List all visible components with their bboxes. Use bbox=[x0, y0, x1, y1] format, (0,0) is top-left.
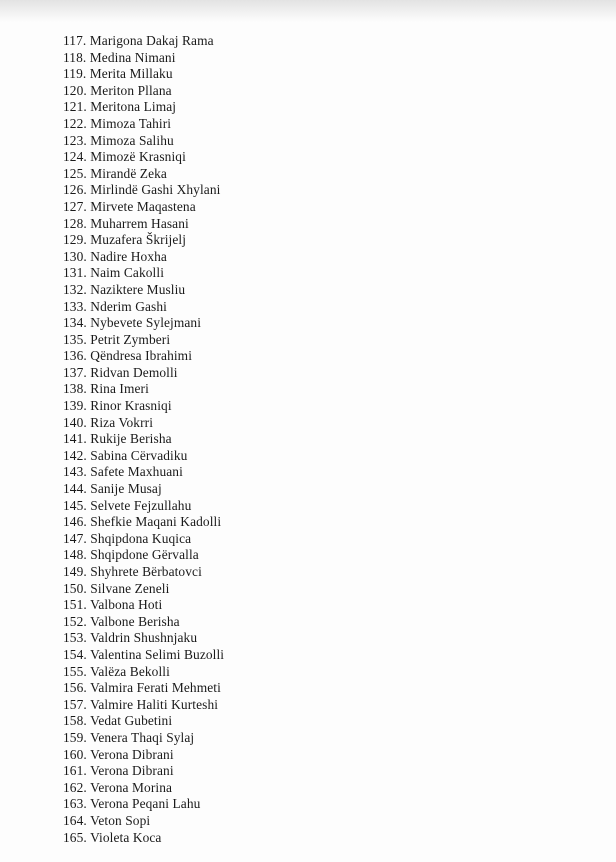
entry-name: Valbone Berisha bbox=[90, 613, 180, 629]
list-item bbox=[63, 531, 224, 548]
entry-number: 146. bbox=[63, 514, 87, 530]
entry-name: Safete Maxhuani bbox=[90, 464, 183, 480]
entry-name: Mirlindë Gashi Xhylani bbox=[90, 182, 221, 198]
list-item bbox=[63, 332, 224, 349]
entry-number: 136. bbox=[63, 348, 87, 364]
entry-number: 157. bbox=[63, 696, 87, 712]
list-item bbox=[63, 249, 224, 266]
entry-name: Naziktere Musliu bbox=[90, 281, 186, 297]
entry-number: 161. bbox=[63, 763, 87, 779]
list-item bbox=[63, 83, 224, 100]
entry-name: Muzafera Škrijelj bbox=[90, 232, 187, 248]
entry-name: Valdrin Shushnjaku bbox=[90, 630, 198, 646]
list-item bbox=[63, 564, 224, 581]
entry-name: Veton Sopi bbox=[90, 812, 151, 828]
entry-name: Qëndresa Ibrahimi bbox=[90, 348, 193, 364]
entry-number: 129. bbox=[63, 232, 87, 248]
entry-number: 164. bbox=[63, 812, 87, 828]
entry-name: Rukije Berisha bbox=[90, 431, 172, 447]
list-item bbox=[63, 498, 224, 515]
entry-name: Valmire Haliti Kurteshi bbox=[90, 696, 219, 712]
entry-number: 117. bbox=[63, 33, 87, 48]
entry-number: 148. bbox=[63, 547, 87, 563]
entry-name: Silvane Zeneli bbox=[90, 580, 170, 596]
list-item bbox=[63, 680, 224, 697]
entry-number: 144. bbox=[63, 481, 87, 497]
entry-number: 158. bbox=[63, 713, 87, 729]
entry-number: 123. bbox=[63, 132, 87, 148]
entry-name: Medina Nimani bbox=[89, 49, 176, 65]
list-item bbox=[63, 730, 224, 747]
entry-number: 120. bbox=[63, 82, 87, 98]
list-item bbox=[63, 813, 224, 830]
entry-name: Petrit Zymberi bbox=[90, 331, 171, 347]
entry-number: 145. bbox=[63, 497, 87, 513]
list-item bbox=[63, 315, 224, 332]
entry-name: Valëza Bekolli bbox=[90, 663, 170, 679]
entry-number: 147. bbox=[63, 530, 87, 546]
entry-number: 163. bbox=[63, 796, 87, 812]
entry-number: 156. bbox=[63, 680, 87, 696]
entry-name: Valmira Ferati Mehmeti bbox=[90, 680, 221, 696]
entry-name: Mirandë Zeka bbox=[90, 165, 167, 181]
list-item bbox=[63, 149, 224, 166]
entry-number: 135. bbox=[63, 331, 87, 347]
entry-name: Nybevete Sylejmani bbox=[90, 315, 202, 331]
list-item bbox=[63, 265, 224, 282]
list-item bbox=[63, 763, 224, 780]
entry-number: 134. bbox=[63, 315, 87, 331]
list-item bbox=[63, 166, 224, 183]
list-item bbox=[63, 481, 224, 498]
entry-number: 160. bbox=[63, 746, 87, 762]
entry-name: Marigona Dakaj Rama bbox=[89, 33, 214, 48]
entry-number: 130. bbox=[63, 248, 87, 264]
list-item bbox=[63, 216, 224, 233]
entry-number: 165. bbox=[63, 829, 87, 845]
entry-number: 152. bbox=[63, 613, 87, 629]
entry-name: Mimozë Krasniqi bbox=[90, 149, 186, 165]
list-item bbox=[63, 796, 224, 813]
list-item bbox=[63, 99, 224, 116]
entry-name: Shqipdona Kuqica bbox=[90, 530, 192, 546]
entry-number: 122. bbox=[63, 115, 87, 131]
list-item bbox=[63, 448, 224, 465]
entry-number: 118. bbox=[63, 49, 87, 65]
entry-number: 150. bbox=[63, 580, 87, 596]
entry-name: Verona Dibrani bbox=[90, 746, 174, 762]
list-item bbox=[63, 348, 224, 365]
list-item bbox=[63, 713, 224, 730]
entry-number: 162. bbox=[63, 779, 87, 795]
list-item bbox=[63, 282, 224, 299]
entry-number: 159. bbox=[63, 729, 87, 745]
list-item bbox=[63, 66, 224, 83]
entry-name: Nderim Gashi bbox=[90, 298, 167, 314]
entry-name: Selvete Fejzullahu bbox=[90, 497, 192, 513]
entry-name: Rina Imeri bbox=[90, 381, 149, 397]
entry-name: Verona Peqani Lahu bbox=[90, 796, 201, 812]
entry-name: Merita Millaku bbox=[89, 66, 173, 82]
entry-number: 132. bbox=[63, 281, 87, 297]
entry-name: Meriton Pllana bbox=[90, 82, 172, 98]
entry-number: 137. bbox=[63, 364, 87, 380]
entry-number: 119. bbox=[63, 66, 87, 82]
entry-number: 149. bbox=[63, 564, 87, 579]
entry-name: Verona Morina bbox=[90, 779, 173, 795]
list-item bbox=[63, 116, 224, 133]
entry-number: 126. bbox=[63, 182, 87, 198]
entry-number: 121. bbox=[63, 99, 87, 115]
entry-name: Shefkie Maqani Kadolli bbox=[90, 514, 222, 530]
entry-name: Naim Cakolli bbox=[90, 265, 165, 281]
entry-number: 133. bbox=[63, 298, 87, 314]
entry-number: 143. bbox=[63, 464, 87, 480]
entry-name: Rinor Krasniqi bbox=[90, 398, 172, 414]
list-item bbox=[63, 581, 224, 598]
entry-number: 127. bbox=[63, 198, 87, 214]
list-item bbox=[63, 664, 224, 681]
entry-number: 124. bbox=[63, 149, 87, 165]
entry-name: Ridvan Demolli bbox=[90, 364, 178, 380]
entry-number: 154. bbox=[63, 646, 87, 662]
entry-name: Valbona Hoti bbox=[90, 597, 163, 613]
list-item bbox=[63, 464, 224, 481]
entry-name: Shqipdone Gërvalla bbox=[90, 547, 199, 563]
entry-name: Sanije Musaj bbox=[90, 481, 162, 497]
entry-number: 153. bbox=[63, 630, 87, 646]
list-item bbox=[63, 830, 224, 847]
entry-name: Meritona Limaj bbox=[90, 99, 177, 115]
list-item bbox=[63, 182, 224, 199]
entry-name: Mimoza Salihu bbox=[90, 132, 174, 148]
entry-name: Mimoza Tahiri bbox=[90, 115, 172, 131]
entry-name: Valentina Selimi Buzolli bbox=[90, 646, 225, 662]
entry-number: 155. bbox=[63, 663, 87, 679]
list-item bbox=[63, 514, 224, 531]
entry-number: 151. bbox=[63, 597, 87, 613]
list-item bbox=[63, 630, 224, 647]
list-item bbox=[63, 647, 224, 664]
entry-name: Vedat Gubetini bbox=[90, 713, 173, 729]
list-item bbox=[63, 199, 224, 216]
entry-name: Sabina Cërvadiku bbox=[90, 447, 188, 463]
list-item bbox=[63, 747, 224, 764]
entry-name: Shyhrete Bërbatovci bbox=[90, 564, 202, 579]
entry-name: Venera Thaqi Sylaj bbox=[90, 729, 195, 745]
list-item bbox=[63, 547, 224, 564]
list-item bbox=[63, 365, 224, 382]
list-item bbox=[63, 381, 224, 398]
entry-name: Muharrem Hasani bbox=[90, 215, 189, 231]
list-item bbox=[63, 415, 224, 432]
list-item bbox=[63, 597, 224, 614]
list-item bbox=[63, 780, 224, 797]
entry-number: 142. bbox=[63, 447, 87, 463]
list-item bbox=[63, 33, 224, 50]
entry-number: 125. bbox=[63, 165, 87, 181]
list-item bbox=[63, 133, 224, 150]
entry-number: 139. bbox=[63, 398, 87, 414]
entry-number: 131. bbox=[63, 265, 87, 281]
list-item bbox=[63, 299, 224, 316]
entry-number: 138. bbox=[63, 381, 87, 397]
entry-name: Nadire Hoxha bbox=[90, 248, 167, 264]
list-item bbox=[63, 697, 224, 714]
entry-number: 128. bbox=[63, 215, 87, 231]
entry-name: Verona Dibrani bbox=[90, 763, 174, 779]
entry-number: 141. bbox=[63, 431, 87, 447]
name-list bbox=[63, 33, 224, 846]
entry-number: 140. bbox=[63, 414, 87, 430]
list-item bbox=[63, 398, 224, 415]
entry-name: Riza Vokrri bbox=[90, 414, 154, 430]
list-item bbox=[63, 614, 224, 631]
list-item bbox=[63, 431, 224, 448]
entry-name: Violeta Koca bbox=[90, 829, 162, 845]
scan-edge-shadow bbox=[0, 0, 616, 22]
entry-name: Mirvete Maqastena bbox=[90, 198, 196, 214]
list-item bbox=[63, 50, 224, 67]
list-item bbox=[63, 232, 224, 249]
